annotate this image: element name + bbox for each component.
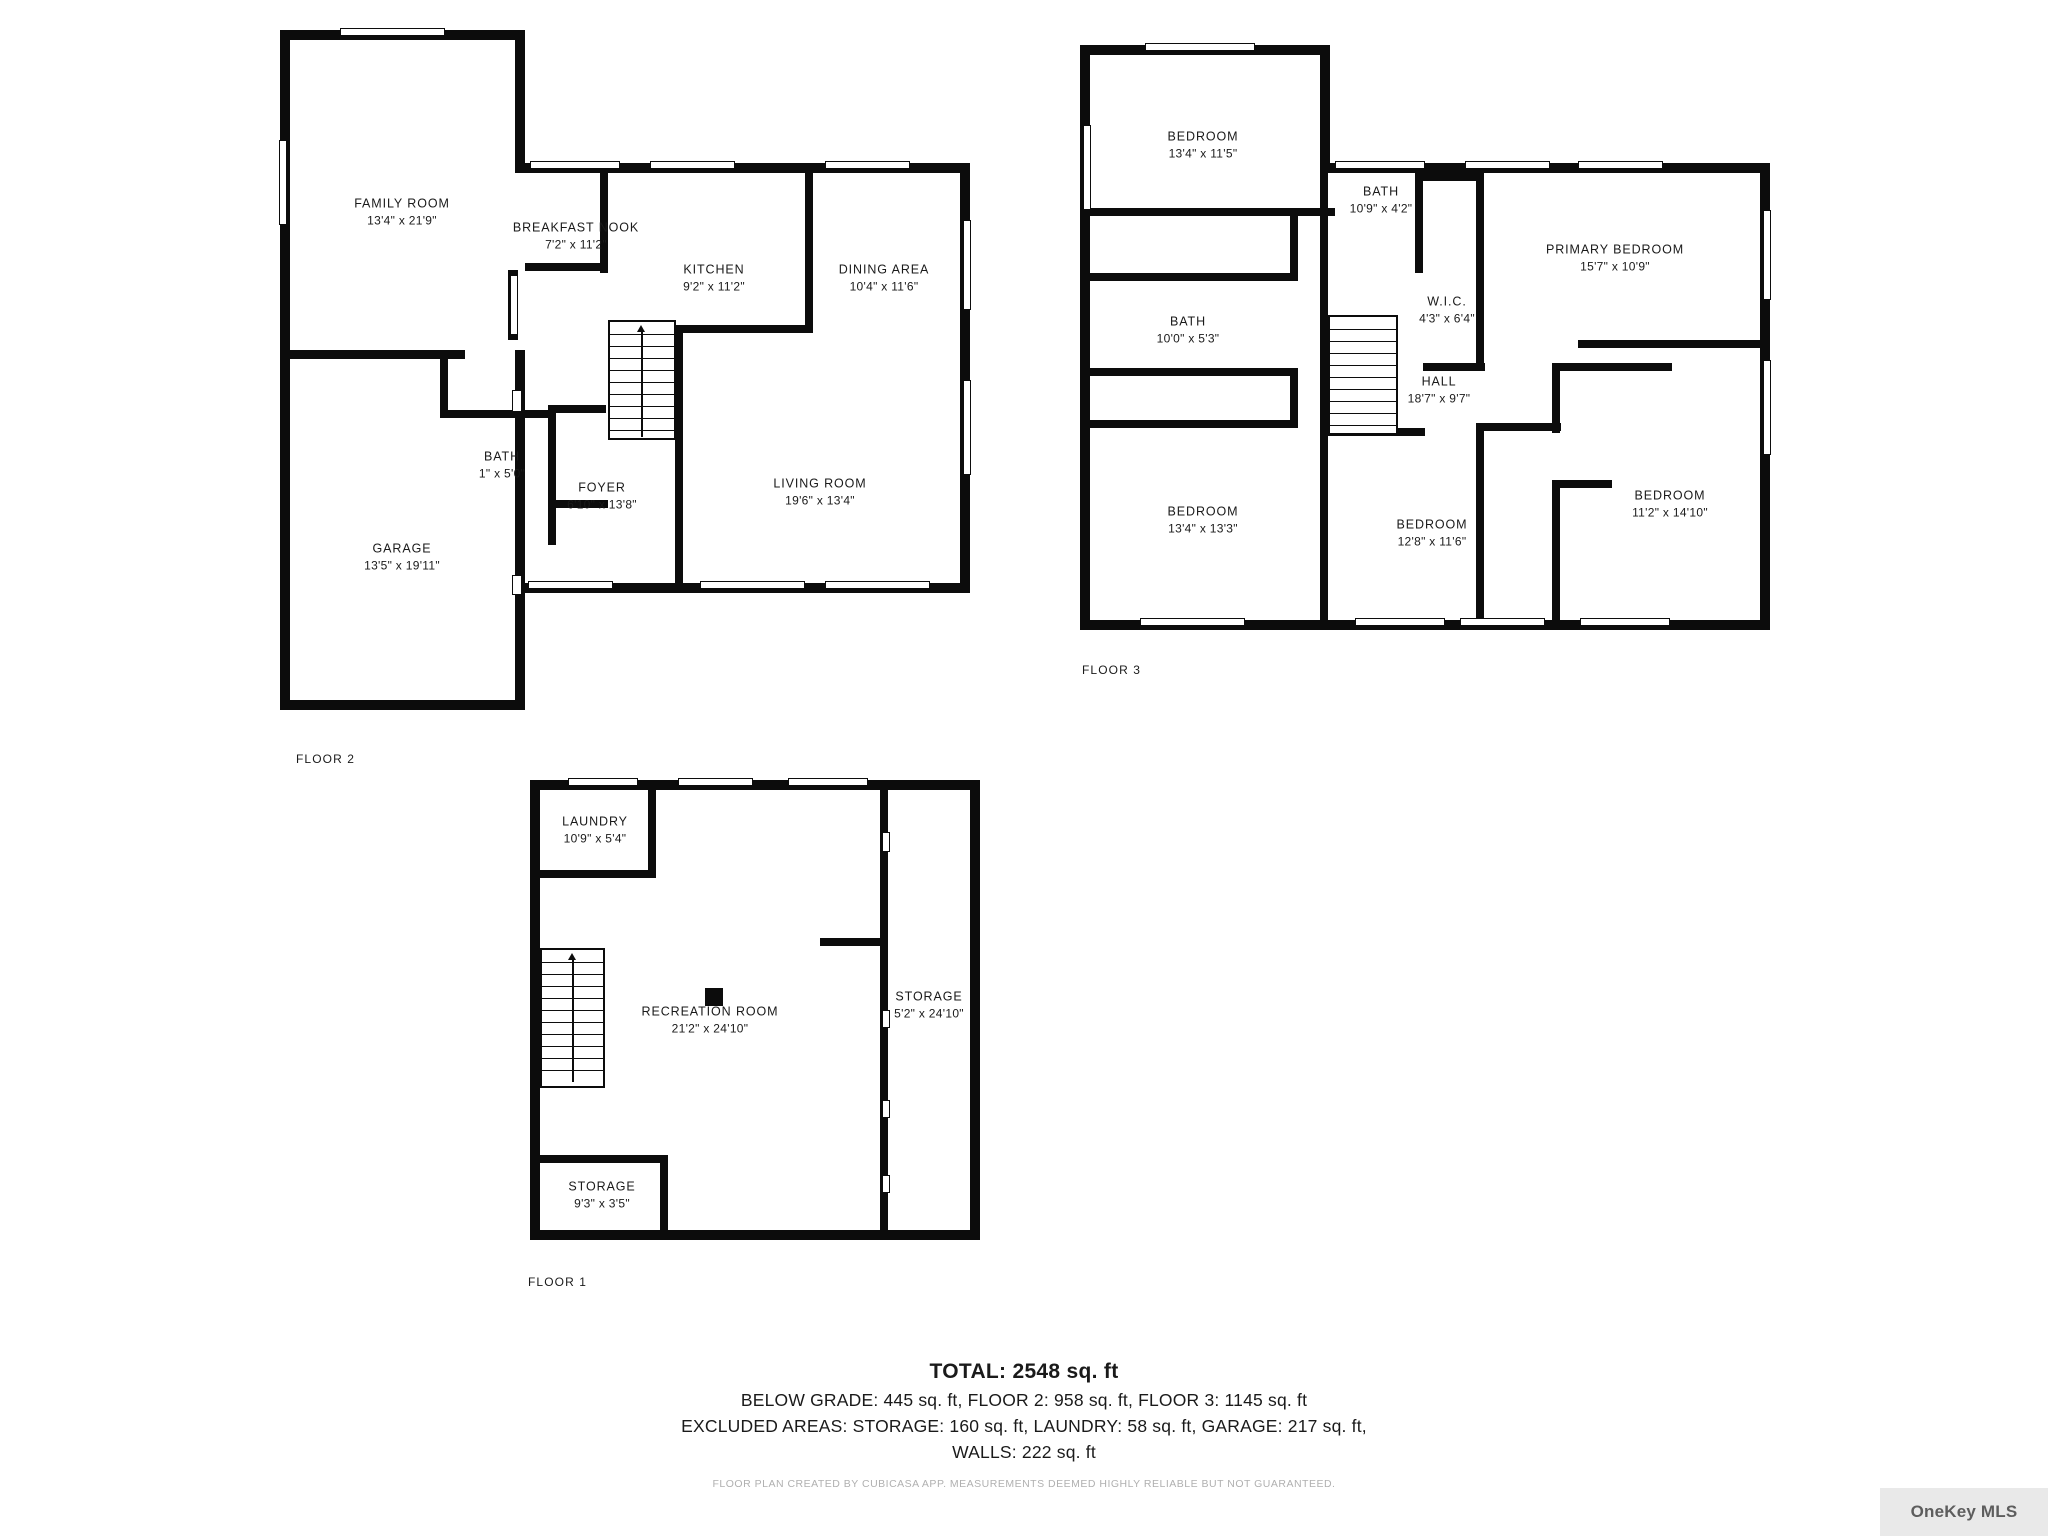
room-name: HALL	[1421, 374, 1457, 389]
wall	[280, 700, 525, 710]
wall	[515, 30, 525, 170]
wall	[548, 405, 606, 413]
room-dimension: 13'4" x 13'3"	[1168, 521, 1238, 536]
window	[882, 1100, 890, 1118]
window	[825, 581, 930, 589]
window	[650, 161, 735, 169]
room-name: STORAGE	[895, 989, 963, 1004]
window	[568, 778, 638, 786]
room-name: KITCHEN	[683, 262, 745, 277]
window	[1763, 210, 1771, 300]
area-breakdown-line-3: WALLS: 222 sq. ft	[952, 1442, 1096, 1462]
room-label-bedroom-left	[1168, 503, 1239, 536]
room-name: BATH	[1169, 314, 1206, 329]
room-name: BREAKFAST NOOK	[512, 220, 640, 235]
wall	[1552, 480, 1612, 488]
wall	[525, 263, 608, 271]
stair-direction-arrow	[568, 953, 576, 960]
wall	[1578, 340, 1770, 348]
room-name: RECREATION ROOM	[641, 1004, 779, 1019]
wall	[1090, 420, 1298, 428]
fixture-opening	[510, 275, 518, 335]
wall	[440, 350, 448, 415]
room-label-living-room	[773, 475, 866, 508]
room-label-bath	[479, 448, 525, 481]
room-label-family-room	[354, 195, 450, 228]
room-name: BEDROOM	[1167, 504, 1239, 519]
room-label-storage-right	[894, 988, 964, 1021]
total-area: TOTAL: 2548 sq. ft	[929, 1360, 1119, 1383]
wall	[280, 350, 290, 710]
stair-direction-line	[641, 332, 643, 437]
room-name: PRIMARY BEDROOM	[1545, 242, 1685, 257]
wall	[1090, 208, 1335, 216]
wall	[1320, 45, 1330, 170]
wall	[515, 390, 525, 593]
room-name: STORAGE	[568, 1179, 636, 1194]
floor-plan-floor-1	[520, 770, 1000, 1260]
disclaimer: FLOOR PLAN CREATED BY CUBICASA APP. MEASUREMENTS DEEMED HIGHLY RELIABLE BUT NOT GUARANTEED.	[712, 1478, 1336, 1490]
stair-direction-line	[572, 960, 574, 1082]
room-dimension: 4'3" x 6'4"	[1419, 311, 1475, 326]
window	[678, 778, 753, 786]
wall	[1476, 173, 1484, 363]
room-dimension: 9'3" x 3'5"	[574, 1196, 630, 1211]
window	[1140, 618, 1245, 626]
watermark-logo: OneKey MLS	[1880, 1488, 2048, 1536]
room-name: BEDROOM	[1396, 517, 1468, 532]
wall	[1090, 273, 1298, 281]
wall	[675, 325, 683, 585]
wall	[290, 350, 465, 359]
wall	[1476, 423, 1561, 431]
wall	[530, 780, 540, 1240]
window	[1465, 161, 1550, 169]
window	[700, 581, 805, 589]
room-label-dining-area	[839, 261, 929, 294]
room-name: BATH	[1362, 184, 1399, 199]
room-name: LAUNDRY	[562, 814, 628, 829]
room-label-kitchen	[683, 261, 745, 294]
window	[1355, 618, 1445, 626]
window	[882, 832, 890, 852]
wall	[440, 410, 555, 418]
wall	[1320, 173, 1328, 435]
wall	[1423, 173, 1483, 181]
wall	[540, 1155, 668, 1163]
area-summary	[0, 1360, 2048, 1468]
window	[1083, 125, 1091, 210]
wall	[1552, 363, 1560, 433]
window	[340, 28, 445, 36]
floor-caption-floor-1: FLOOR 1	[528, 1275, 588, 1289]
window	[825, 161, 910, 169]
room-label-garage	[364, 540, 440, 573]
window	[1578, 161, 1663, 169]
room-dimension: 19'6" x 13'4"	[785, 493, 855, 508]
room-dimension: 11'2" x 14'10"	[1632, 505, 1708, 520]
room-name: W.I.C.	[1427, 294, 1467, 309]
window	[1145, 43, 1255, 51]
window	[963, 380, 971, 475]
room-dimension: 1" x 5'0"	[478, 466, 526, 481]
room-dimension: 13'5" x 19'11"	[364, 558, 440, 573]
window	[512, 575, 522, 595]
room-label-hall	[1408, 373, 1471, 406]
window	[882, 1175, 890, 1193]
room-name: LIVING ROOM	[773, 476, 867, 491]
wall	[1415, 173, 1423, 273]
room-label-bedroom-front	[1168, 128, 1239, 161]
floor-caption-floor-2: FLOOR 2	[296, 752, 356, 766]
wall	[1290, 208, 1298, 281]
room-dimension: 18'7" x 9'7"	[1407, 391, 1471, 406]
window	[882, 1010, 890, 1028]
wall	[805, 173, 813, 333]
staircase	[1328, 315, 1398, 435]
room-dimension: 12'8" x 11'6"	[1397, 534, 1467, 549]
room-label-wic	[1419, 293, 1475, 326]
room-label-bedroom-center	[1397, 516, 1468, 549]
room-label-recreation-room	[642, 1003, 779, 1036]
room-label-bedroom-right	[1632, 487, 1708, 520]
window	[279, 140, 287, 225]
wall	[660, 1155, 668, 1240]
window	[788, 778, 868, 786]
wall	[820, 938, 888, 946]
room-name: BEDROOM	[1167, 129, 1239, 144]
room-dimension: 9'2" x 11'2"	[683, 279, 745, 294]
window	[512, 390, 522, 412]
wall	[970, 780, 980, 1240]
room-dimension: 15'7" x 10'9"	[1580, 259, 1650, 274]
floor-caption-floor-3: FLOOR 3	[1082, 663, 1142, 677]
room-label-laundry	[562, 813, 628, 846]
wall	[530, 1230, 980, 1240]
window	[963, 220, 971, 310]
window	[1580, 618, 1670, 626]
floor-plan-floor-3	[1070, 20, 1800, 650]
room-label-breakfast-nook	[513, 219, 639, 252]
room-dimension: 7'2" x 11'2"	[545, 237, 607, 252]
room-label-bath-upper	[1350, 183, 1413, 216]
room-dimension: 21'2" x 24'10"	[671, 1021, 749, 1036]
room-name: GARAGE	[372, 541, 432, 556]
wall	[1552, 363, 1672, 371]
wall	[648, 790, 656, 878]
room-label-foyer	[567, 479, 637, 512]
window	[1763, 360, 1771, 455]
room-label-primary-bedroom	[1546, 241, 1684, 274]
room-label-bath-hall	[1157, 313, 1220, 346]
room-name: DINING AREA	[838, 262, 930, 277]
wall	[675, 325, 813, 333]
wall	[1552, 485, 1560, 625]
wall	[540, 870, 655, 878]
room-dimension: 10'0" x 5'3"	[1156, 331, 1220, 346]
area-breakdown-line-2: EXCLUDED AREAS: STORAGE: 160 sq. ft, LAUNDRY: 58 sq. ft, GARAGE: 217 sq. ft,	[681, 1416, 1367, 1436]
room-dimension: 13'4" x 11'5"	[1168, 146, 1238, 161]
room-dimension: 10'4" x 11'6"	[849, 279, 919, 294]
room-name: BATH	[483, 449, 521, 464]
wall	[548, 405, 556, 545]
window	[528, 581, 613, 589]
room-name: FOYER	[578, 480, 626, 495]
floor-plan-floor-2	[280, 20, 1010, 760]
room-dimension: 5'2" x 24'10"	[894, 1006, 964, 1021]
room-label-storage-bottom	[568, 1178, 635, 1211]
room-dimension: 6'10" x 13'8"	[567, 497, 637, 512]
room-dimension: 13'4" x 21'9"	[367, 213, 437, 228]
window	[1460, 618, 1545, 626]
window	[1335, 161, 1425, 169]
wall	[1423, 363, 1485, 371]
wall	[1290, 368, 1298, 428]
room-name: BEDROOM	[1634, 488, 1706, 503]
wall	[1090, 368, 1298, 376]
window	[530, 161, 620, 169]
room-name: FAMILY ROOM	[354, 196, 450, 211]
stair-direction-arrow	[637, 325, 645, 332]
room-dimension: 10'9" x 4'2"	[1349, 201, 1413, 216]
wall	[1320, 428, 1328, 620]
area-breakdown-line-1: BELOW GRADE: 445 sq. ft, FLOOR 2: 958 sq. ft, FLOOR 3: 1145 sq. ft	[740, 1390, 1308, 1410]
room-dimension: 10'9" x 5'4"	[563, 831, 627, 846]
wall	[1476, 430, 1484, 620]
